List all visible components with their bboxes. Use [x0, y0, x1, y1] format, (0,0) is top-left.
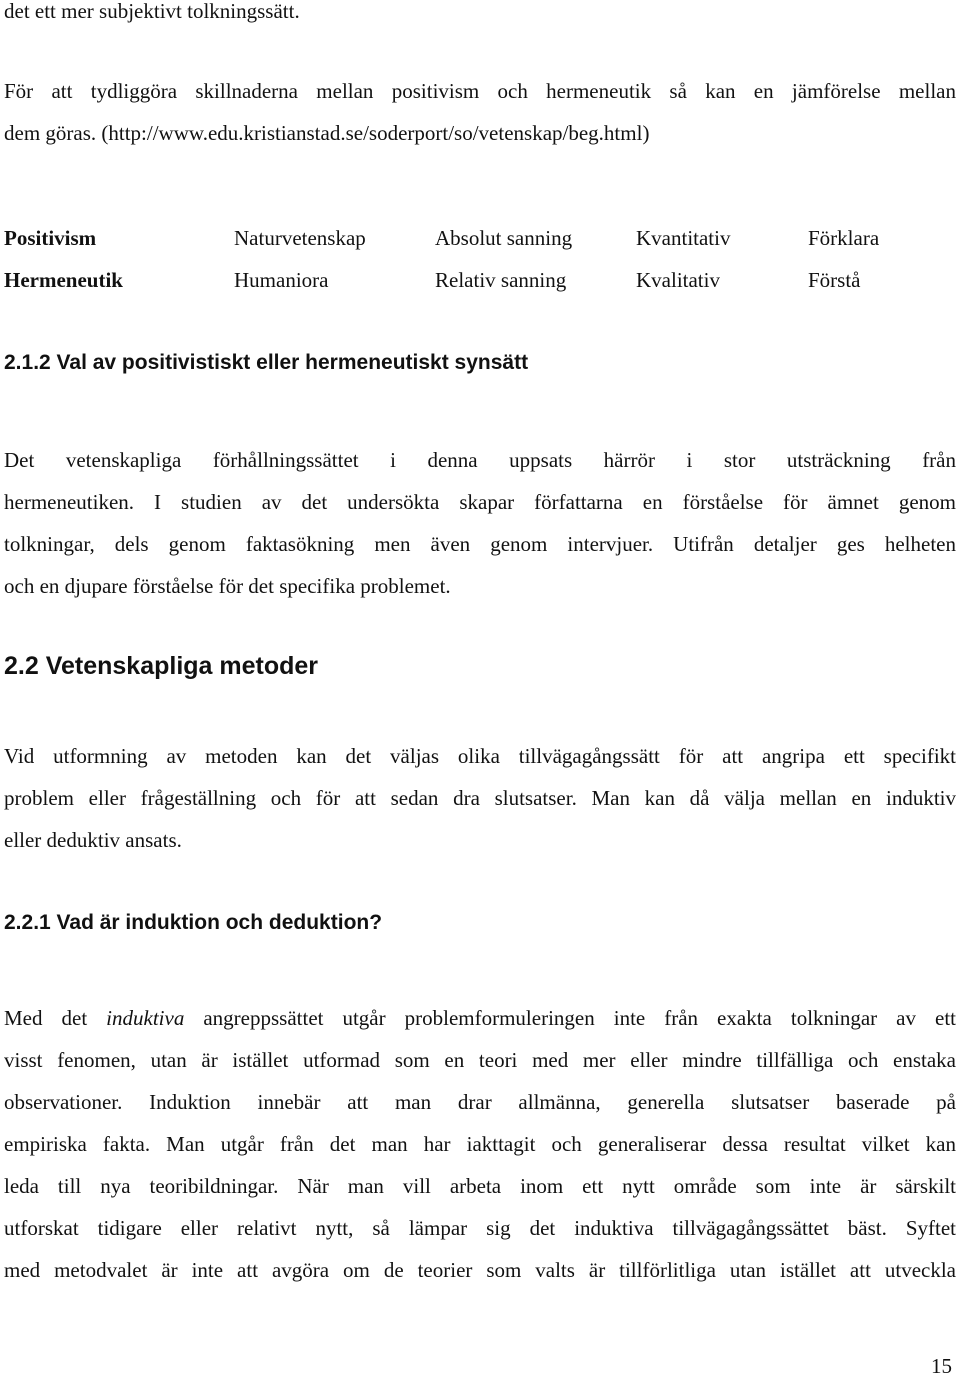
paragraph-line: eller deduktiv ansats. — [4, 828, 182, 852]
comparison-cell: Förklara — [808, 226, 880, 250]
comparison-cell: Humaniora — [234, 268, 329, 292]
paragraph-line: leda till nya teoribildningar. När man vill arbeta inom ett nytt område som inte är särskilt — [4, 1174, 956, 1198]
section-heading-2-1-2: 2.1.2 Val av positivistiskt eller hermeneutiskt synsätt — [4, 351, 529, 374]
intro-line-2: dem göras. (http://www.edu.kristianstad.se/soderport/so/vetenskap/beg.html) — [4, 121, 650, 145]
paragraph-line: empiriska fakta. Man utgår från det man har iakttagit och generaliserar dessa resultat vilket kan — [4, 1132, 956, 1156]
paragraph-line: tolkningar, dels genom faktasökning men även genom intervjuer. Utifrån detaljer ges helheten — [4, 532, 956, 556]
section-heading-2-2-1: 2.2.1 Vad är induktion och deduktion? — [4, 911, 383, 934]
paragraph-line: hermeneutiken. I studien av det undersökta skapar författarna en förståelse för ämnet genom — [4, 490, 956, 514]
first-line-after: angreppssättet utgår problemformuleringen inte från exakta tolkningar av ett — [203, 1006, 957, 1030]
section-heading-2-2: 2.2 Vetenskapliga metoder — [4, 652, 319, 680]
paragraph-line: med metodvalet är inte att avgöra om de teorier som valts är tillförlitliga utan istället att utveckla — [4, 1258, 956, 1282]
comparison-cell: Kvalitativ — [636, 268, 720, 292]
comparison-cell: Förstå — [808, 268, 861, 292]
comparison-cell: Absolut sanning — [435, 226, 573, 250]
intro-line-1: För att tydliggöra skillnaderna mellan positivism och hermeneutik så kan en jämförelse mellan — [4, 79, 956, 103]
comparison-row-head: Hermeneutik — [4, 268, 123, 292]
paragraph-line: Det vetenskapliga förhållningssättet i denna uppsats härrör i stor utsträckning från — [4, 448, 956, 472]
section-2-2-1-paragraph — [4, 997, 956, 1291]
paragraph-line-first — [4, 997, 956, 1039]
paragraph-line: observationer. Induktion innebär att man drar allmänna, generella slutsatser baserade på — [4, 1090, 956, 1114]
comparison-cell: Naturvetenskap — [234, 226, 366, 250]
comparison-row-hermeneutik — [4, 268, 956, 298]
document-page — [4, 0, 956, 1380]
intro-paragraph — [4, 70, 956, 154]
top-fragment: det ett mer subjektivt tolkningssätt. — [4, 0, 300, 23]
comparison-cell: Relativ sanning — [435, 268, 567, 292]
page-number: 15 — [931, 1354, 952, 1378]
comparison-row-head: Positivism — [4, 226, 97, 250]
section-2-1-2-paragraph — [4, 439, 956, 607]
comparison-row-positivism — [4, 226, 956, 256]
section-2-2-paragraph — [4, 735, 956, 861]
emphasis-induktiva: induktiva — [106, 1006, 185, 1030]
first-line-before: Med det — [4, 1006, 88, 1030]
paragraph-line: visst fenomen, utan är istället utformad som en teori med mer eller mindre tillfälliga och enstaka — [4, 1048, 956, 1072]
comparison-cell: Kvantitativ — [636, 226, 731, 250]
paragraph-line: och en djupare förståelse för det specifika problemet. — [4, 574, 451, 598]
paragraph-line: problem eller frågeställning och för att sedan dra slutsatser. Man kan då välja mellan en induktiv — [4, 786, 956, 810]
paragraph-line: utforskat tidigare eller relativt nytt, så lämpar sig det induktiva tillvägagångssättet bäst. Syftet — [4, 1216, 956, 1240]
paragraph-line: Vid utformning av metoden kan det väljas olika tillvägagångssätt för att angripa ett specifikt — [4, 744, 956, 768]
